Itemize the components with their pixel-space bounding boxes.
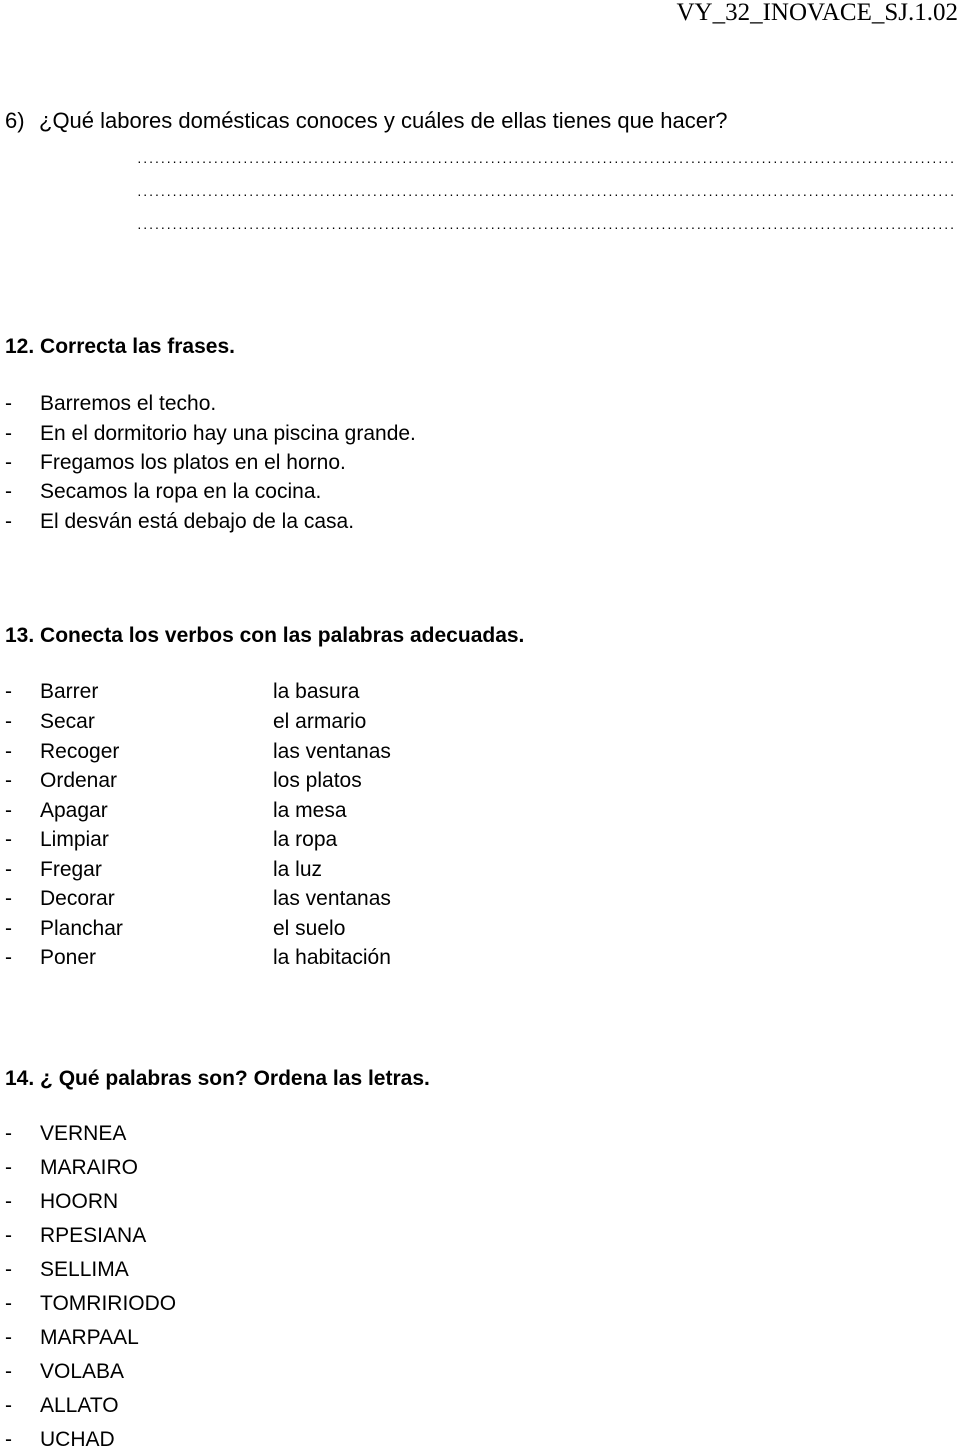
- document-code: VY_32_INOVACE_SJ.1.02: [676, 0, 958, 26]
- list-dash: -: [5, 680, 12, 703]
- list-item: [5, 422, 416, 446]
- list-item: [5, 1360, 124, 1384]
- list-dash: -: [5, 799, 12, 822]
- word-text: el suelo: [273, 917, 346, 940]
- scrambled-word: ALLATO: [40, 1394, 119, 1417]
- match-row: [5, 917, 346, 941]
- question-6-text: ¿Qué labores domésticas conoces y cuáles de ellas tienes que hacer?: [39, 108, 728, 133]
- scrambled-word: MARAIRO: [40, 1156, 139, 1179]
- verb-text: Barrer: [40, 680, 99, 703]
- match-row: [5, 769, 362, 793]
- sentence-text: Secamos la ropa en la cocina.: [40, 480, 322, 503]
- list-item: [5, 392, 216, 416]
- scrambled-word: HOORN: [40, 1190, 119, 1213]
- word-text: los platos: [273, 769, 362, 792]
- list-item: [5, 1258, 129, 1282]
- list-item: [5, 1122, 126, 1146]
- word-text: la luz: [273, 858, 323, 881]
- list-dash: -: [5, 1156, 12, 1179]
- word-text: la basura: [273, 680, 360, 703]
- question-6: [5, 108, 728, 134]
- list-item: [5, 1428, 115, 1452]
- scrambled-word: MARPAAL: [40, 1326, 139, 1349]
- list-dash: -: [5, 1122, 12, 1145]
- verb-text: Poner: [40, 946, 97, 969]
- list-dash: -: [5, 1292, 12, 1315]
- list-item: [5, 480, 321, 504]
- list-dash: -: [5, 828, 12, 851]
- list-dash: -: [5, 451, 12, 474]
- match-row: [5, 799, 347, 823]
- section-14-title: 14. ¿ Qué palabras son? Ordena las letras.: [5, 1067, 430, 1090]
- word-text: la ropa: [273, 828, 338, 851]
- answer-line-3: ...........................................................................................................................................: [137, 216, 956, 232]
- list-dash: -: [5, 1258, 12, 1281]
- scrambled-word: VERNEA: [40, 1122, 127, 1145]
- word-text: la mesa: [273, 799, 347, 822]
- match-row: [5, 740, 391, 764]
- answer-line-1: ...........................................................................................................................................: [137, 150, 956, 166]
- scrambled-word: VOLABA: [40, 1360, 125, 1383]
- list-dash: -: [5, 1190, 12, 1213]
- list-dash: -: [5, 392, 12, 415]
- verb-text: Fregar: [40, 858, 102, 881]
- list-dash: -: [5, 1360, 12, 1383]
- list-dash: -: [5, 946, 12, 969]
- match-row: [5, 887, 391, 911]
- list-item: [5, 1224, 146, 1248]
- match-row: [5, 680, 360, 704]
- answer-line-2: ...........................................................................................................................................: [137, 183, 956, 199]
- section-12-title: 12. Correcta las frases.: [5, 335, 235, 358]
- list-dash: -: [5, 1394, 12, 1417]
- list-item: [5, 1190, 118, 1214]
- word-text: las ventanas: [273, 740, 391, 763]
- word-text: el armario: [273, 710, 367, 733]
- match-row: [5, 858, 323, 882]
- list-dash: -: [5, 1326, 12, 1349]
- sentence-text: Fregamos los platos en el horno.: [40, 451, 346, 474]
- sentence-text: El desván está debajo de la casa.: [40, 510, 355, 533]
- verb-text: Decorar: [40, 887, 115, 910]
- word-text: la habitación: [273, 946, 391, 969]
- sentence-text: Barremos el techo.: [40, 392, 217, 415]
- verb-text: Apagar: [40, 799, 108, 822]
- list-dash: -: [5, 1428, 12, 1451]
- list-dash: -: [5, 510, 12, 533]
- match-row: [5, 828, 338, 852]
- list-dash: -: [5, 887, 12, 910]
- match-row: [5, 946, 391, 970]
- list-dash: -: [5, 917, 12, 940]
- list-dash: -: [5, 422, 12, 445]
- sentence-text: En el dormitorio hay una piscina grande.: [40, 422, 416, 445]
- verb-text: Planchar: [40, 917, 123, 940]
- list-item: [5, 510, 354, 534]
- section-13-title: 13. Conecta los verbos con las palabras adecuadas.: [5, 624, 525, 647]
- list-dash: -: [5, 740, 12, 763]
- list-item: [5, 451, 346, 475]
- list-dash: -: [5, 480, 12, 503]
- list-dash: -: [5, 858, 12, 881]
- verb-text: Secar: [40, 710, 95, 733]
- list-item: [5, 1292, 176, 1316]
- question-6-number: 6): [5, 108, 25, 133]
- list-dash: -: [5, 710, 12, 733]
- list-item: [5, 1394, 119, 1418]
- word-text: las ventanas: [273, 887, 391, 910]
- scrambled-word: SELLIMA: [40, 1258, 129, 1281]
- match-row: [5, 710, 367, 734]
- scrambled-word: TOMRIRIODO: [40, 1292, 177, 1315]
- scrambled-word: UCHAD: [40, 1428, 115, 1451]
- list-dash: -: [5, 769, 12, 792]
- verb-text: Ordenar: [40, 769, 118, 792]
- scrambled-word: RPESIANA: [40, 1224, 147, 1247]
- list-item: [5, 1156, 138, 1180]
- list-item: [5, 1326, 139, 1350]
- list-dash: -: [5, 1224, 12, 1247]
- verb-text: Recoger: [40, 740, 120, 763]
- verb-text: Limpiar: [40, 828, 109, 851]
